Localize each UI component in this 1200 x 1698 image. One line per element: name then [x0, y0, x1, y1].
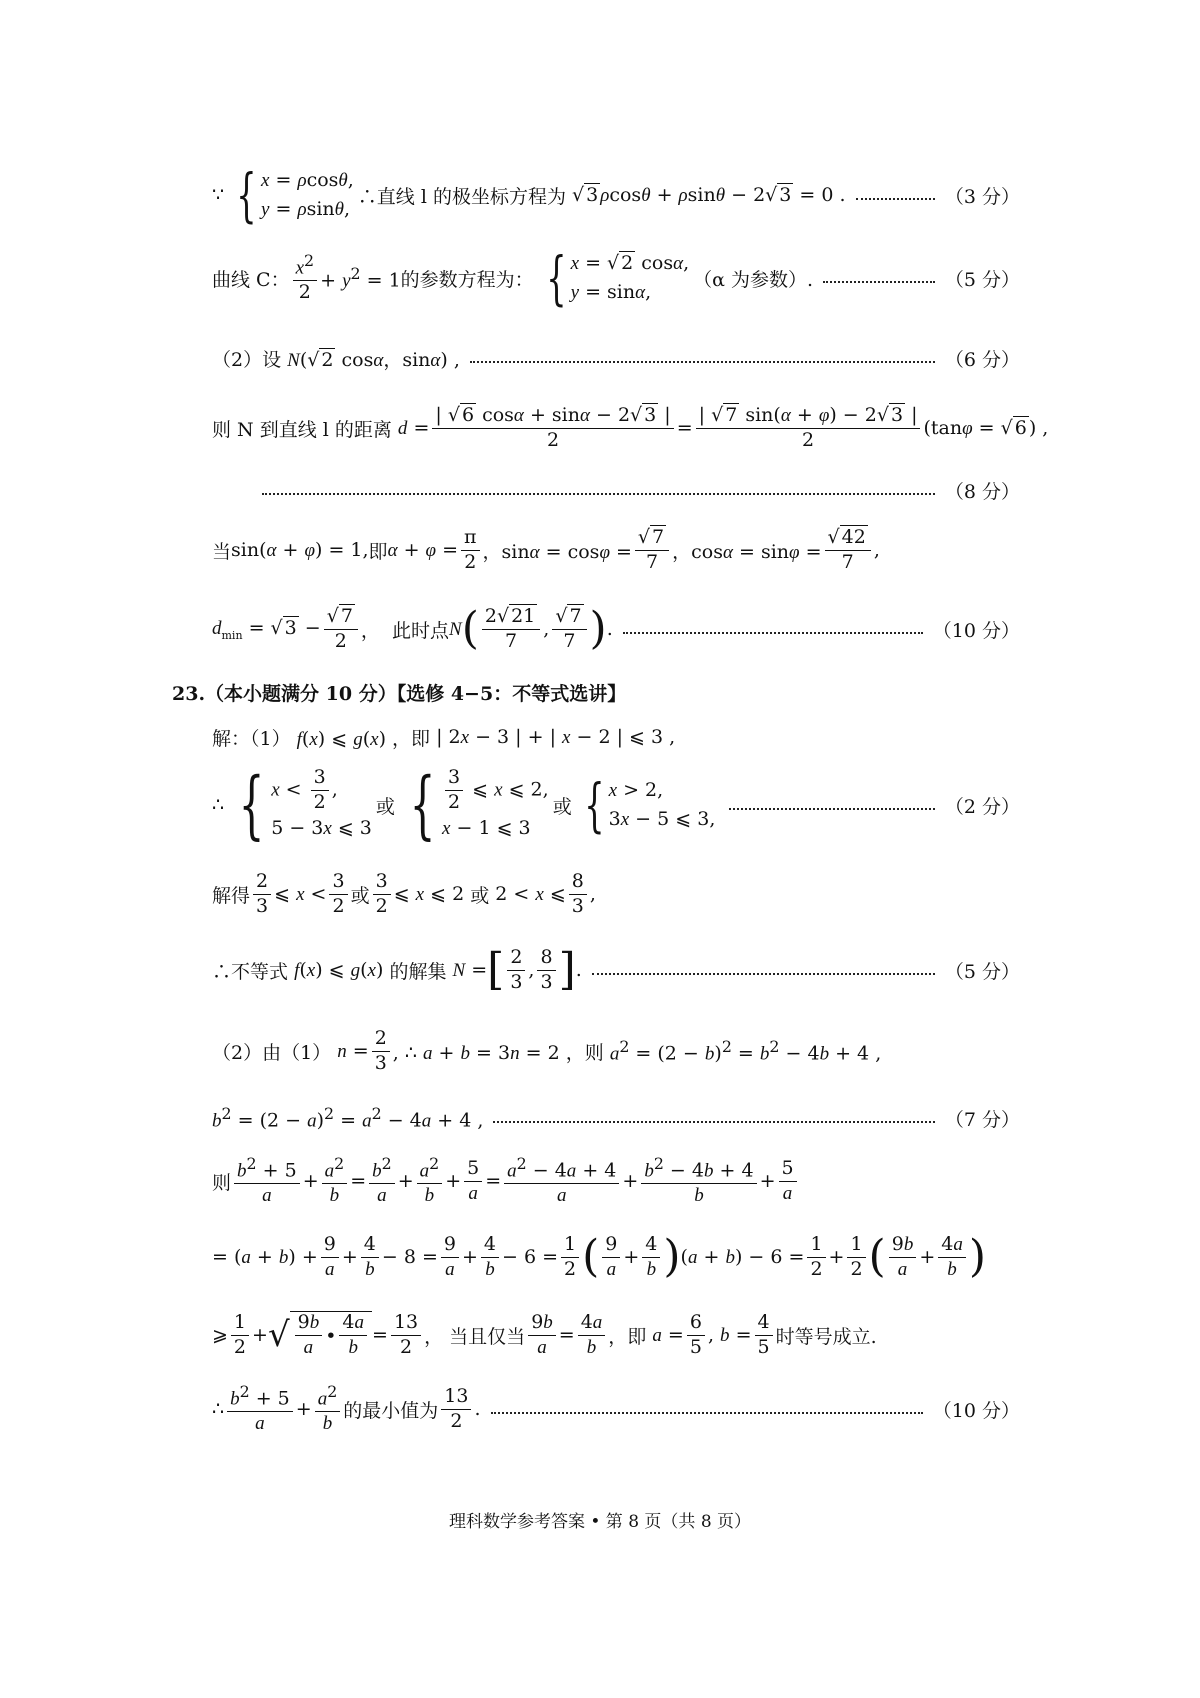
page-footer: 理科数学参考答案 • 第 8 页（共 8 页）	[448, 1512, 752, 1532]
dot-leader	[856, 198, 935, 200]
part2-label: （2）设	[212, 348, 282, 371]
then-label: 则	[212, 1171, 232, 1194]
dmin-line: $d_{min}$ = √ 3 − $\frac{√ 7}{2}$ ， 此时点 N ( $\frac{2√ 21}{7}$ , $\frac{√ 7}{7}$ ) . （10 分）	[212, 603, 1020, 654]
ie-label: 即	[411, 727, 431, 750]
solve-label: 解得	[212, 884, 251, 907]
dot-leader	[491, 1412, 923, 1414]
dot-leader	[493, 1121, 934, 1123]
point-label: 此时点	[392, 619, 450, 642]
leader-line	[262, 470, 1020, 510]
b-square-line: $b^2 = (2 - a)^2 = a^2 - 4a + 4$ , （7 分）	[212, 1103, 1020, 1132]
max-condition-line: 当 sin(α + φ) = 1, 即 α + φ = $\frac{\pi}{2}$ ，sinα = cosφ = $\frac{√ 7}{7}$ ，cosα = sinφ = $\frac{√ 42}{7}$ ,	[212, 525, 880, 573]
or-label: 或	[470, 884, 490, 907]
score-label: （6 分）	[944, 348, 1020, 371]
dot-leader	[729, 808, 935, 810]
dot-leader	[823, 281, 935, 283]
dot-leader	[470, 361, 935, 363]
equality-label: 当且仅当	[449, 1325, 526, 1348]
score-label: （10 分）	[932, 1399, 1020, 1422]
or-label: 或	[375, 795, 395, 818]
polar-label: ∴直线 l 的极坐标方程为	[357, 185, 566, 208]
expansion-line: = (a + b) + $\frac{9}{a}$ + $\frac{4}{b}$ − 8 = $\frac{9}{a}$ + $\frac{4}{b}$ − 6 = $\frac{1}{2}$ ( $\frac{9}{a}$ + $\frac{4}{b}$ ) (a + b) − 6 = $\frac{1}{2}$ + $\frac{1}{2}$ ( $\frac{9b}{a}$ + $\frac{4a}{b}$ )	[212, 1231, 986, 1282]
solution-set-mid: 的解集	[389, 960, 447, 983]
ie-label: 即	[627, 1325, 647, 1348]
cases-line: ∴ { x < $\frac{3}{2}$ , 5 − 3x ⩽ 3 或 { $\frac{3}{2}$ ⩽ x ⩽ 2, x − 1 ⩽ 3 或 { x > 2, 3x − 5 ⩽ 3, （2 分）	[212, 762, 1020, 848]
equality-end-label: 时等号成立.	[775, 1325, 877, 1348]
when-label: 当	[212, 540, 232, 563]
inequality-line: ⩾ $\frac{1}{2}$ + √ $\frac{9b}{a}$ • $\frac{4a}{b}$ = $\frac{13}{2}$ ， 当且仅当 $\frac{9b}{a}$ = $\frac{4a}{b}$ ， 即 a = $\frac{6}{5}$ , b = $\frac{4}{5}$ 时等号成立.	[212, 1310, 877, 1358]
dot-leader	[592, 973, 935, 975]
score-label: （5 分）	[944, 960, 1020, 983]
param-note: （α 为参数）.	[693, 268, 814, 291]
dot-leader	[262, 493, 935, 495]
dot-leader	[623, 632, 923, 634]
solve-line: 解得 $\frac{2}{3}$ ⩽ x < $\frac{3}{2}$ 或 $\frac{3}{2}$ ⩽ x ⩽ 2 或 2 < x ⩽ $\frac{8}{3}$ ,	[212, 869, 596, 917]
solution-set-label: ∴不等式	[212, 960, 289, 983]
min-value-label: 的最小值为	[343, 1399, 439, 1422]
curve-param-line: 曲线 C： $\frac{x^2}{2}$ + $y^2 = 1$ 的参数方程为： { x = √ 2 cosα, y = sinα, （α 为参数）. （5 分）	[212, 244, 1020, 312]
coordinate-system: { x = ρcosθ, y = ρsinθ,	[236, 161, 354, 229]
param-label: 的参数方程为：	[400, 268, 534, 291]
distance-line: 则 N 到直线 l 的距离 d = $\frac{| √ 6 \cos\alpha + \sin\alpha - 2√ 3 |}{2}$ = $\frac{| √ 7 \sin(\alpha + \varphi) - 2√ 3 |}{2}$ (tanφ = √ 6 ) ,	[212, 403, 1049, 451]
score-label: （10 分）	[932, 619, 1020, 642]
polar-equation-line: ∵ { x = ρcosθ, y = ρsinθ, ∴直线 l 的极坐标方程为 √ 3 ρcosθ + ρsinθ − 2√ 3 = 0 . （3 分）	[212, 161, 1020, 229]
score-label: （7 分）	[944, 1108, 1020, 1131]
part2-set-line: （2）设 N(√ 2 cosα，sinα) , （6 分）	[212, 338, 1020, 378]
distance-label: 则 N 到直线 l 的距离	[212, 418, 392, 441]
or-label: 或	[552, 795, 572, 818]
solution-set-line: ∴不等式 f(x) ⩽ g(x) 的解集 N = [ $\frac{2}{3}$ , $\frac{8}{3}$ ] . （5 分）	[212, 944, 1020, 995]
then-label: 则	[584, 1041, 604, 1064]
expression-line: 则 $\frac{b^2 + 5}{a}$ + $\frac{a^2}{b}$ = $\frac{b^2}{a}$ + $\frac{a^2}{b}$ + $\frac{5}{a}$ = $\frac{a^2 - 4a + 4}{a}$ + $\frac{b^2 - 4b + 4}{b}$ + $\frac{5}{a}$	[212, 1146, 1020, 1216]
score-label: （5 分）	[944, 268, 1020, 291]
score-label: （3 分）	[944, 185, 1020, 208]
or-label: 或	[350, 884, 370, 907]
problem-23-heading	[172, 675, 1020, 709]
problem-title: 23.（本小题满分 10 分）【选修 4−5：不等式选讲】	[172, 682, 627, 705]
part2-line: （2）由（1） n = $\frac{2}{3}$ , ∴ a + b = 3n = 2 ， 则 $a^2 = (2 - b)^2 = b^2 - 4b + 4$ ,	[212, 1026, 882, 1074]
part2-by-label: （2）由（1）	[212, 1041, 332, 1064]
curve-label: 曲线 C：	[212, 268, 290, 291]
min-value-line: ∴ $\frac{b^2 + 5}{a}$ + $\frac{a^2}{b}$ 的最小值为 $\frac{13}{2}$ . （10 分）	[212, 1381, 1020, 1435]
score-label: （8 分）	[944, 480, 1020, 503]
solution-1-line: 解：（1） f(x) ⩽ g(x) ， 即 | 2x − 3 | + | x − 2 | ⩽ 3 ,	[212, 725, 676, 750]
ie-label: 即	[368, 540, 388, 563]
solution-label: 解：（1）	[212, 727, 291, 750]
score-label: （2 分）	[944, 795, 1020, 818]
